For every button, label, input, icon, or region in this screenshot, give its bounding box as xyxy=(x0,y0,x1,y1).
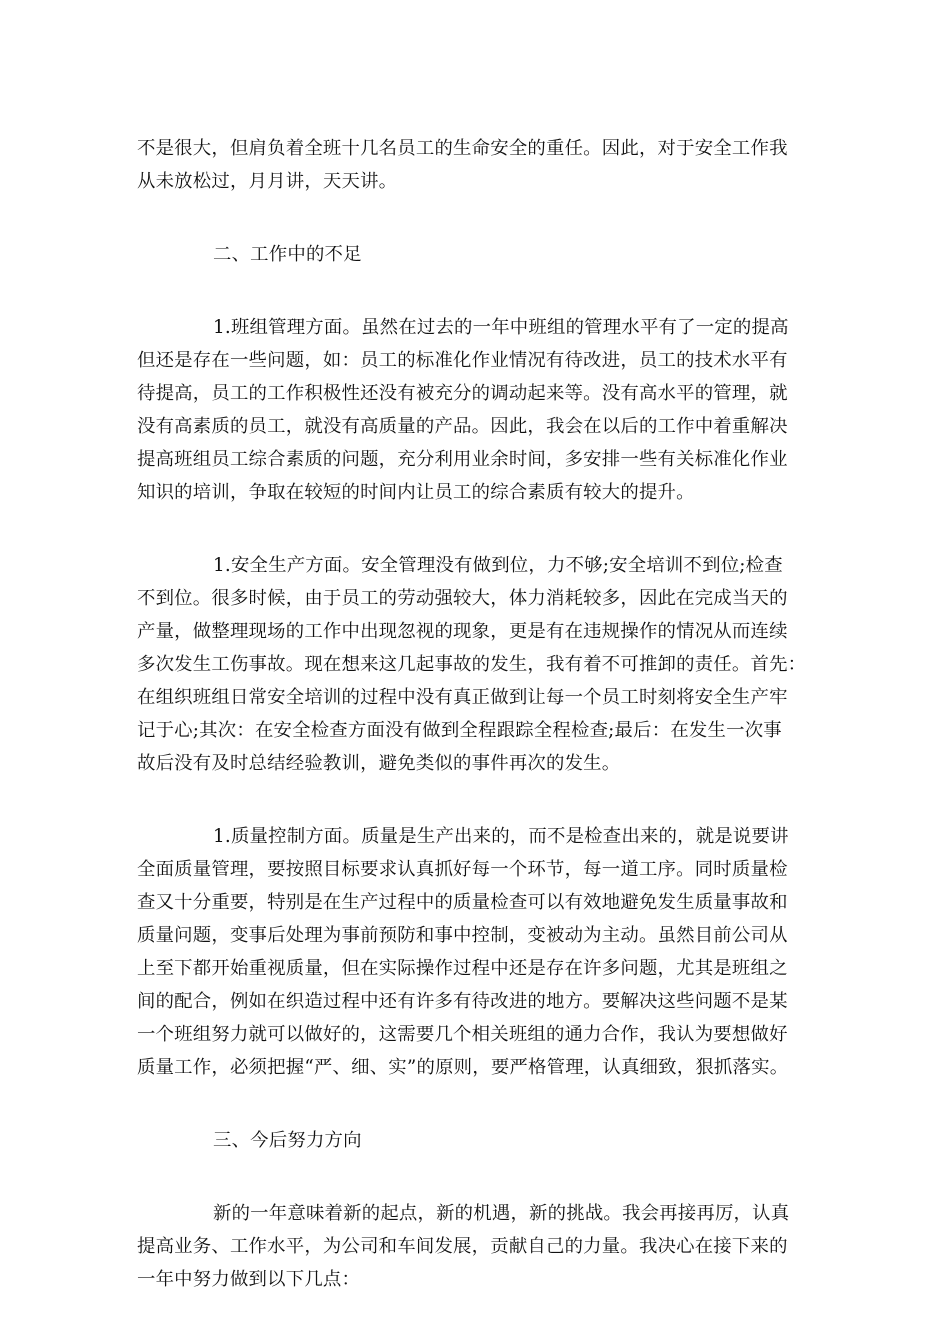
text-line: 产量，做整理现场的工作中出现忽视的现象，更是有在违规操作的情况从而连续 xyxy=(137,621,788,642)
text-line: 记于心;其次：在安全检查方面没有做到全程跟踪全程检查;最后：在发生一次事 xyxy=(137,720,782,741)
text-line: 1.班组管理方面。虽然在过去的一年中班组的管理水平有了一定的提高 xyxy=(213,317,789,338)
text-line: 查又十分重要，特别是在生产过程中的质量检查可以有效地避免发生质量事故和 xyxy=(137,892,788,913)
text-line: 上至下都开始重视质量，但在实际操作过程中还是存在许多问题，尤其是班组之 xyxy=(137,958,788,979)
section-heading-shortcomings xyxy=(137,238,827,271)
section-heading: 三、今后努力方向 xyxy=(213,1130,362,1151)
paragraph-intro-tail xyxy=(137,132,827,198)
text-line: 一年中努力做到以下几点： xyxy=(137,1269,361,1290)
text-line: 1.安全生产方面。安全管理没有做到位，力不够;安全培训不到位;检查 xyxy=(213,555,783,576)
section-heading: 二、工作中的不足 xyxy=(213,244,362,265)
paragraph-safety-production xyxy=(137,549,827,780)
text-line: 知识的培训，争取在较短的时间内让员工的综合素质有较大的提升。 xyxy=(137,482,695,503)
text-line: 从未放松过，月月讲，天天讲。 xyxy=(137,171,398,192)
text-line: 提高班组员工综合素质的问题，充分利用业余时间，多安排一些有关标准化作业 xyxy=(137,449,788,470)
paragraph-quality-control xyxy=(137,820,827,1084)
text-line: 待提高，员工的工作积极性还没有被充分的调动起来等。没有高水平的管理，就 xyxy=(137,383,788,404)
text-line: 故后没有及时总结经验教训，避免类似的事件再次的发生。 xyxy=(137,753,621,774)
text-line: 质量问题，变事后处理为事前预防和事中控制，变被动为主动。虽然目前公司从 xyxy=(137,925,788,946)
text-line: 全面质量管理，要按照目标要求认真抓好每一个环节，每一道工序。同时质量检 xyxy=(137,859,788,880)
section-heading-future-direction xyxy=(137,1124,827,1157)
paragraph-gap xyxy=(137,271,827,311)
text-line: 一个班组努力就可以做好的，这需要几个相关班组的通力合作，我认为要想做好 xyxy=(137,1024,788,1045)
text-line: 多次发生工伤事故。现在想来这几起事故的发生，我有着不可推卸的责任。首先： xyxy=(137,654,807,675)
paragraph-new-year xyxy=(137,1197,827,1296)
text-line: 但还是存在一些问题，如：员工的标准化作业情况有待改进，员工的技术水平有 xyxy=(137,350,788,371)
paragraph-gap xyxy=(137,198,827,238)
text-line: 提高业务、工作水平，为公司和车间发展，贡献自己的力量。我决心在接下来的 xyxy=(137,1236,788,1257)
text-line: 新的一年意味着新的起点，新的机遇，新的挑战。我会再接再厉，认真 xyxy=(213,1203,790,1224)
paragraph-gap xyxy=(137,780,827,820)
text-line: 1.质量控制方面。质量是生产出来的，而不是检查出来的，就是说要讲 xyxy=(213,826,789,847)
text-line: 间的配合，例如在织造过程中还有许多有待改进的地方。要解决这些问题不是某 xyxy=(137,991,788,1012)
paragraph-team-management xyxy=(137,311,827,509)
text-line: 不到位。很多时候，由于员工的劳动强较大，体力消耗较多，因此在完成当天的 xyxy=(137,588,788,609)
text-line: 没有高素质的员工，就没有高质量的产品。因此，我会在以后的工作中着重解决 xyxy=(137,416,788,437)
document-body xyxy=(137,132,827,1296)
paragraph-gap xyxy=(137,1084,827,1124)
paragraph-gap xyxy=(137,1157,827,1197)
text-line: 不是很大，但肩负着全班十几名员工的生命安全的重任。因此，对于安全工作我 xyxy=(137,138,788,159)
text-line: 质量工作，必须把握“严、细、实”的原则，要严格管理，认真细致，狠抓落实。 xyxy=(137,1057,789,1078)
paragraph-gap xyxy=(137,509,827,549)
text-line: 在组织班组日常安全培训的过程中没有真正做到让每一个员工时刻将安全生产牢 xyxy=(137,687,788,708)
